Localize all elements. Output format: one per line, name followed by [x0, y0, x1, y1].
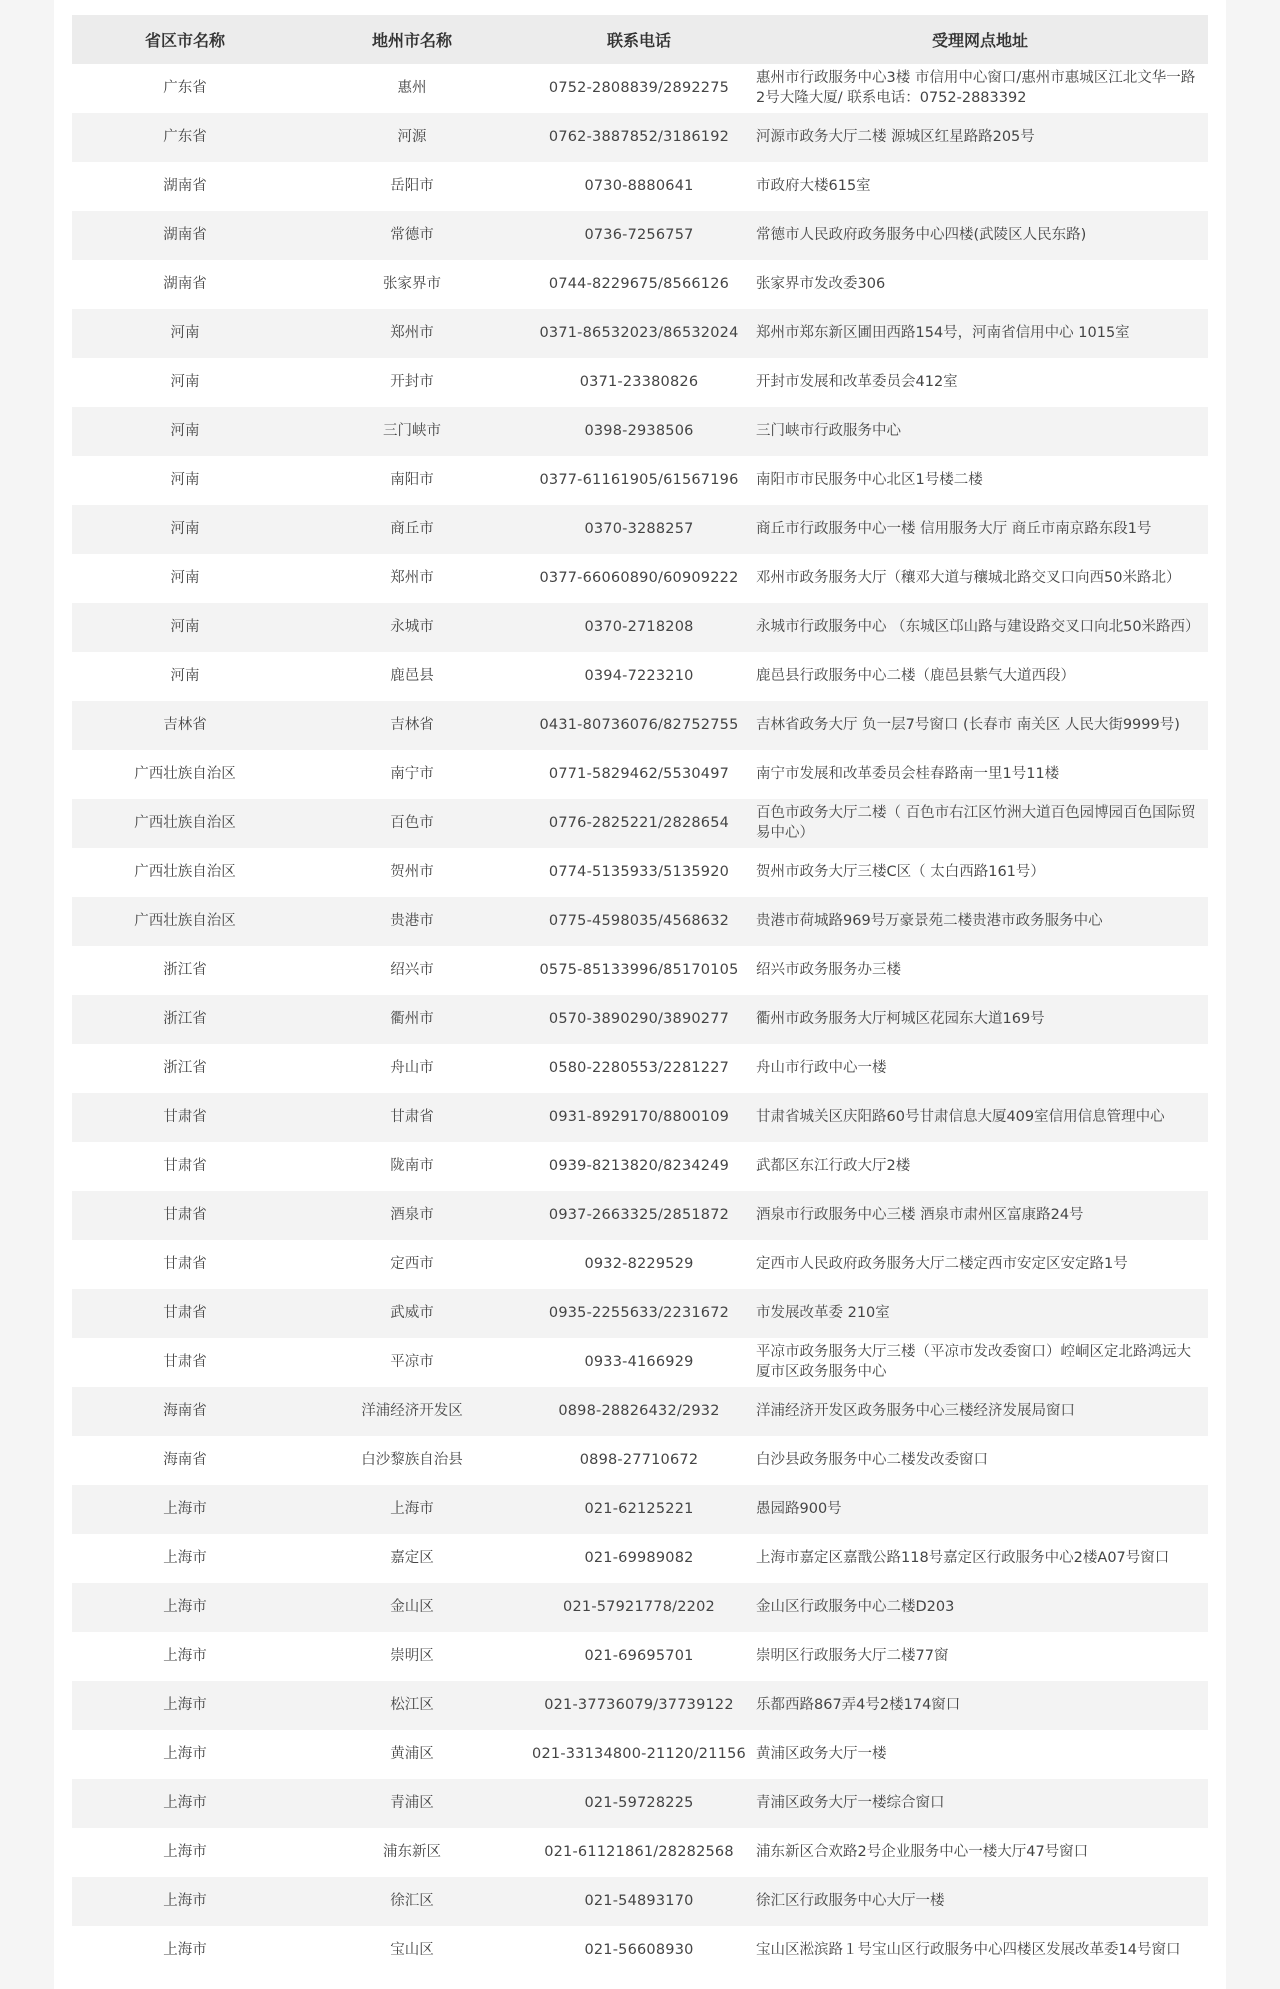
phone-cell: 021-62125221	[526, 1485, 752, 1534]
city-cell: 平凉市	[298, 1338, 526, 1387]
table-row	[72, 603, 1208, 652]
province-cell: 上海市	[72, 1485, 298, 1534]
table-body	[72, 64, 1208, 1975]
province-cell: 河南	[72, 554, 298, 603]
table-row	[72, 750, 1208, 799]
phone-cell: 0775-4598035/4568632	[526, 897, 752, 946]
phone-cell: 021-56608930	[526, 1926, 752, 1975]
city-cell: 贵港市	[298, 897, 526, 946]
city-cell: 嘉定区	[298, 1534, 526, 1583]
address-cell: 徐汇区行政服务中心大厅一楼	[752, 1877, 1208, 1926]
phone-cell: 0933-4166929	[526, 1338, 752, 1387]
phone-cell: 0370-3288257	[526, 505, 752, 554]
address-cell: 邓州市政务服务大厅（穰邓大道与穰城北路交叉口向西50米路北）	[752, 554, 1208, 603]
address-cell: 甘肃省城关区庆阳路60号甘肃信息大厦409室信用信息管理中心	[752, 1093, 1208, 1142]
address-cell: 愚园路900号	[752, 1485, 1208, 1534]
province-cell: 广东省	[72, 64, 298, 113]
address-cell: 白沙县政务服务中心二楼发改委窗口	[752, 1436, 1208, 1485]
table-row	[72, 1681, 1208, 1730]
table-row	[72, 1338, 1208, 1387]
phone-cell: 021-37736079/37739122	[526, 1681, 752, 1730]
address-cell: 青浦区政务大厅一楼综合窗口	[752, 1779, 1208, 1828]
table-row	[72, 456, 1208, 505]
table-row	[72, 1877, 1208, 1926]
province-cell: 吉林省	[72, 701, 298, 750]
city-cell: 绍兴市	[298, 946, 526, 995]
city-cell: 舟山市	[298, 1044, 526, 1093]
province-cell: 河南	[72, 456, 298, 505]
province-cell: 上海市	[72, 1828, 298, 1877]
province-cell: 海南省	[72, 1387, 298, 1436]
province-cell: 河南	[72, 652, 298, 701]
city-cell: 鹿邑县	[298, 652, 526, 701]
province-cell: 甘肃省	[72, 1191, 298, 1240]
address-cell: 惠州市行政服务中心3楼 市信用中心窗口/惠州市惠城区江北文华一路2号大隆大厦/ 联系电话：0752-2883392	[752, 64, 1208, 113]
address-cell: 绍兴市政务服务办三楼	[752, 946, 1208, 995]
address-cell: 永城市行政服务中心 （东城区邙山路与建设路交叉口向北50米路西）	[752, 603, 1208, 652]
table-row	[72, 652, 1208, 701]
table-row	[72, 1583, 1208, 1632]
city-cell: 永城市	[298, 603, 526, 652]
phone-cell: 0570-3890290/3890277	[526, 995, 752, 1044]
header-address: 受理网点地址	[752, 15, 1208, 64]
phone-cell: 021-61121861/28282568	[526, 1828, 752, 1877]
phone-cell: 0931-8929170/8800109	[526, 1093, 752, 1142]
city-cell: 南阳市	[298, 456, 526, 505]
table-row	[72, 505, 1208, 554]
address-cell: 黄浦区政务大厅一楼	[752, 1730, 1208, 1779]
city-cell: 开封市	[298, 358, 526, 407]
province-cell: 广西壮族自治区	[72, 848, 298, 897]
address-cell: 平凉市政务服务大厅三楼（平凉市发改委窗口）崆峒区定北路鸿远大厦市区政务服务中心	[752, 1338, 1208, 1387]
province-cell: 上海市	[72, 1534, 298, 1583]
table-row	[72, 1142, 1208, 1191]
address-cell: 上海市嘉定区嘉戬公路118号嘉定区行政服务中心2楼A07号窗口	[752, 1534, 1208, 1583]
table-row	[72, 995, 1208, 1044]
phone-cell: 0776-2825221/2828654	[526, 799, 752, 848]
phone-cell: 0937-2663325/2851872	[526, 1191, 752, 1240]
address-cell: 三门峡市行政服务中心	[752, 407, 1208, 456]
province-cell: 广西壮族自治区	[72, 897, 298, 946]
city-cell: 郑州市	[298, 554, 526, 603]
phone-cell: 0752-2808839/2892275	[526, 64, 752, 113]
table-row	[72, 1730, 1208, 1779]
province-cell: 上海市	[72, 1583, 298, 1632]
address-cell: 开封市发展和改革委员会412室	[752, 358, 1208, 407]
table-row	[72, 1387, 1208, 1436]
city-cell: 陇南市	[298, 1142, 526, 1191]
address-cell: 衢州市政务服务大厅柯城区花园东大道169号	[752, 995, 1208, 1044]
province-cell: 河南	[72, 407, 298, 456]
province-cell: 湖南省	[72, 211, 298, 260]
city-cell: 武威市	[298, 1289, 526, 1338]
province-cell: 上海市	[72, 1779, 298, 1828]
province-cell: 上海市	[72, 1877, 298, 1926]
city-cell: 定西市	[298, 1240, 526, 1289]
table-row	[72, 1436, 1208, 1485]
table-row	[72, 162, 1208, 211]
phone-cell: 0898-28826432/2932	[526, 1387, 752, 1436]
city-cell: 酒泉市	[298, 1191, 526, 1240]
address-cell: 张家界市发改委306	[752, 260, 1208, 309]
table-row	[72, 897, 1208, 946]
header-province: 省区市名称	[72, 15, 298, 64]
city-cell: 南宁市	[298, 750, 526, 799]
address-cell: 商丘市行政服务中心一楼 信用服务大厅 商丘市南京路东段1号	[752, 505, 1208, 554]
province-cell: 上海市	[72, 1681, 298, 1730]
table-row	[72, 946, 1208, 995]
phone-cell: 0762-3887852/3186192	[526, 113, 752, 162]
table-row	[72, 309, 1208, 358]
city-cell: 黄浦区	[298, 1730, 526, 1779]
city-cell: 徐汇区	[298, 1877, 526, 1926]
header-phone: 联系电话	[526, 15, 752, 64]
province-cell: 湖南省	[72, 260, 298, 309]
city-cell: 洋浦经济开发区	[298, 1387, 526, 1436]
city-cell: 甘肃省	[298, 1093, 526, 1142]
table-row	[72, 113, 1208, 162]
province-cell: 河南	[72, 358, 298, 407]
content-panel	[54, 0, 1226, 1989]
address-cell: 洋浦经济开发区政务服务中心三楼经济发展局窗口	[752, 1387, 1208, 1436]
phone-cell: 0730-8880641	[526, 162, 752, 211]
province-cell: 甘肃省	[72, 1338, 298, 1387]
city-cell: 上海市	[298, 1485, 526, 1534]
phone-cell: 0377-66060890/60909222	[526, 554, 752, 603]
phone-cell: 0736-7256757	[526, 211, 752, 260]
province-cell: 甘肃省	[72, 1142, 298, 1191]
address-cell: 宝山区淞滨路１号宝山区行政服务中心四楼区发展改革委14号窗口	[752, 1926, 1208, 1975]
province-cell: 海南省	[72, 1436, 298, 1485]
city-cell: 衢州市	[298, 995, 526, 1044]
city-cell: 青浦区	[298, 1779, 526, 1828]
phone-cell: 0575-85133996/85170105	[526, 946, 752, 995]
phone-cell: 0771-5829462/5530497	[526, 750, 752, 799]
phone-cell: 0431-80736076/82752755	[526, 701, 752, 750]
city-cell: 松江区	[298, 1681, 526, 1730]
city-cell: 岳阳市	[298, 162, 526, 211]
table-header-row	[72, 15, 1208, 64]
table-row	[72, 1240, 1208, 1289]
address-cell: 南宁市发展和改革委员会桂春路南一里1号11楼	[752, 750, 1208, 799]
phone-cell: 0935-2255633/2231672	[526, 1289, 752, 1338]
address-cell: 河源市政务大厅二楼 源城区红星路路205号	[752, 113, 1208, 162]
table-row	[72, 1093, 1208, 1142]
address-cell: 郑州市郑东新区圃田西路154号，河南省信用中心 1015室	[752, 309, 1208, 358]
city-cell: 吉林省	[298, 701, 526, 750]
province-cell: 甘肃省	[72, 1289, 298, 1338]
table-row	[72, 1289, 1208, 1338]
phone-cell: 0371-23380826	[526, 358, 752, 407]
phone-cell: 021-57921778/2202	[526, 1583, 752, 1632]
phone-cell: 0932-8229529	[526, 1240, 752, 1289]
table-row	[72, 848, 1208, 897]
address-cell: 吉林省政务大厅 负一层7号窗口 (长春市 南关区 人民大街9999号)	[752, 701, 1208, 750]
address-cell: 金山区行政服务中心二楼D203	[752, 1583, 1208, 1632]
phone-cell: 021-33134800-21120/21156	[526, 1730, 752, 1779]
phone-cell: 0398-2938506	[526, 407, 752, 456]
city-cell: 张家界市	[298, 260, 526, 309]
phone-cell: 021-69695701	[526, 1632, 752, 1681]
table-row	[72, 1191, 1208, 1240]
phone-cell: 021-69989082	[526, 1534, 752, 1583]
phone-cell: 021-59728225	[526, 1779, 752, 1828]
city-cell: 白沙黎族自治县	[298, 1436, 526, 1485]
table-row	[72, 799, 1208, 848]
address-cell: 酒泉市行政服务中心三楼 酒泉市肃州区富康路24号	[752, 1191, 1208, 1240]
address-cell: 鹿邑县行政服务中心二楼（鹿邑县紫气大道西段）	[752, 652, 1208, 701]
address-cell: 崇明区行政服务大厅二楼77窗	[752, 1632, 1208, 1681]
address-cell: 浦东新区合欢路2号企业服务中心一楼大厅47号窗口	[752, 1828, 1208, 1877]
city-cell: 宝山区	[298, 1926, 526, 1975]
phone-cell: 0939-8213820/8234249	[526, 1142, 752, 1191]
address-cell: 常德市人民政府政务服务中心四楼(武陵区人民东路)	[752, 211, 1208, 260]
city-cell: 惠州	[298, 64, 526, 113]
city-cell: 贺州市	[298, 848, 526, 897]
province-cell: 广东省	[72, 113, 298, 162]
address-cell: 市政府大楼615室	[752, 162, 1208, 211]
table-row	[72, 1828, 1208, 1877]
address-cell: 百色市政务大厅二楼（ 百色市右江区竹洲大道百色园博园百色国际贸易中心）	[752, 799, 1208, 848]
table-row	[72, 64, 1208, 113]
address-cell: 市发展改革委 210室	[752, 1289, 1208, 1338]
city-cell: 商丘市	[298, 505, 526, 554]
phone-cell: 0370-2718208	[526, 603, 752, 652]
province-cell: 河南	[72, 505, 298, 554]
phone-cell: 0377-61161905/61567196	[526, 456, 752, 505]
province-cell: 广西壮族自治区	[72, 799, 298, 848]
city-cell: 金山区	[298, 1583, 526, 1632]
table-row	[72, 1779, 1208, 1828]
table-row	[72, 211, 1208, 260]
table-row	[72, 1044, 1208, 1093]
city-cell: 崇明区	[298, 1632, 526, 1681]
city-cell: 郑州市	[298, 309, 526, 358]
phone-cell: 0371-86532023/86532024	[526, 309, 752, 358]
phone-cell: 0394-7223210	[526, 652, 752, 701]
province-cell: 甘肃省	[72, 1093, 298, 1142]
table-row	[72, 1926, 1208, 1975]
city-cell: 河源	[298, 113, 526, 162]
city-cell: 常德市	[298, 211, 526, 260]
address-cell: 定西市人民政府政务服务大厅二楼定西市安定区安定路1号	[752, 1240, 1208, 1289]
table-row	[72, 407, 1208, 456]
province-cell: 浙江省	[72, 1044, 298, 1093]
address-cell: 贺州市政务大厅三楼C区（ 太白西路161号）	[752, 848, 1208, 897]
phone-cell: 0898-27710672	[526, 1436, 752, 1485]
province-cell: 浙江省	[72, 946, 298, 995]
province-cell: 浙江省	[72, 995, 298, 1044]
city-cell: 浦东新区	[298, 1828, 526, 1877]
phone-cell: 0774-5135933/5135920	[526, 848, 752, 897]
table-row	[72, 1534, 1208, 1583]
address-cell: 武都区东江行政大厅2楼	[752, 1142, 1208, 1191]
address-cell: 贵港市荷城路969号万豪景苑二楼贵港市政务服务中心	[752, 897, 1208, 946]
phone-cell: 021-54893170	[526, 1877, 752, 1926]
address-cell: 南阳市市民服务中心北区1号楼二楼	[752, 456, 1208, 505]
table-row	[72, 1632, 1208, 1681]
city-cell: 三门峡市	[298, 407, 526, 456]
table-row	[72, 358, 1208, 407]
phone-cell: 0580-2280553/2281227	[526, 1044, 752, 1093]
city-cell: 百色市	[298, 799, 526, 848]
table-row	[72, 1485, 1208, 1534]
province-cell: 河南	[72, 309, 298, 358]
table-row	[72, 701, 1208, 750]
province-cell: 河南	[72, 603, 298, 652]
province-cell: 上海市	[72, 1730, 298, 1779]
phone-cell: 0744-8229675/8566126	[526, 260, 752, 309]
province-cell: 上海市	[72, 1926, 298, 1975]
province-cell: 上海市	[72, 1632, 298, 1681]
address-cell: 乐都西路867弄4号2楼174窗口	[752, 1681, 1208, 1730]
table-row	[72, 554, 1208, 603]
header-city: 地州市名称	[298, 15, 526, 64]
service-site-table	[72, 15, 1208, 1975]
address-cell: 舟山市行政中心一楼	[752, 1044, 1208, 1093]
table-row	[72, 260, 1208, 309]
province-cell: 甘肃省	[72, 1240, 298, 1289]
province-cell: 湖南省	[72, 162, 298, 211]
province-cell: 广西壮族自治区	[72, 750, 298, 799]
